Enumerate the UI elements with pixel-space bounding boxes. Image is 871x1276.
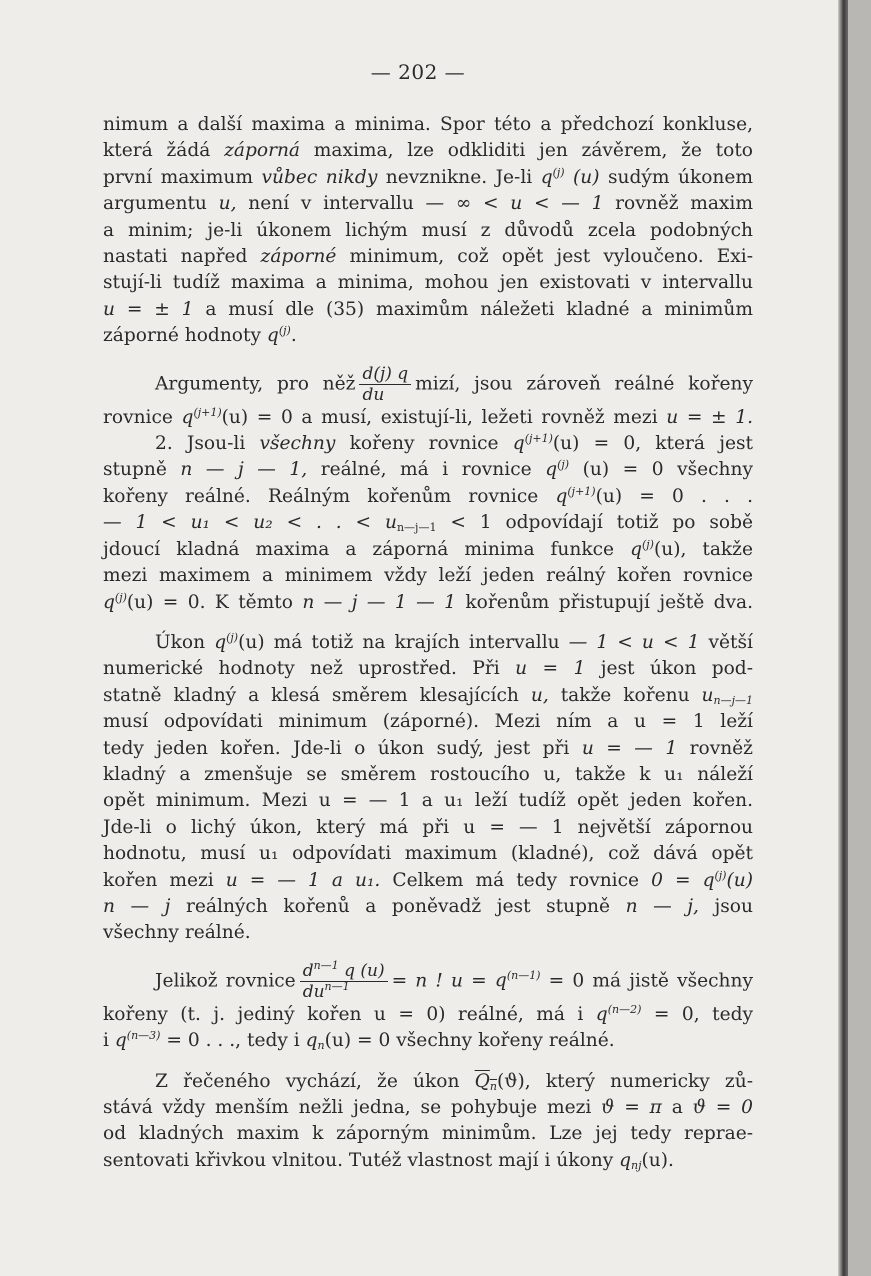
paragraph-6 [103, 1069, 753, 1175]
text-line: stupně n — j — 1, reálné, má i rovnice $q^{(j)}$ (u) = 0 všechny [103, 458, 753, 481]
text-line: stují-li tudíž maxima a minima, mohou jen existovati v intervallu [103, 272, 753, 294]
page-gutter [848, 0, 871, 1276]
page-number: — 202 — [370, 60, 466, 84]
text-line: kořen mezi u = — 1 a u₁. Celkem má tedy rovnice $0 = q^{(j)}(u)$ [103, 868, 753, 891]
text-line: Argumenty, pro něž $\frac{d(j) q}{du}$ mizí, jsou zároveň reálné kořeny [155, 363, 753, 405]
text-line: hodnotu, musí u₁ odpovídati maximum (kladné), což dává opět [103, 843, 753, 865]
text-line: stává vždy menším nežli jedna, se pohybuje mezi ϑ = π a ϑ = 0 [103, 1097, 753, 1118]
text-line: 2. Jsou-li všechny kořeny rovnice $q^{(j+1)}(u) = 0$, která jest [155, 432, 753, 455]
text-line: první maximum vůbec nikdy nevznikne. Je-li $q^{(j)}$ (u) sudým úkonem [103, 165, 754, 188]
paragraph-3 [103, 431, 753, 616]
text-line: $q^{(j)}(u) = 0$. K těmto n — j — 1 — 1 kořenům přistupují ještě dva. [103, 590, 753, 613]
fraction: $\frac{d^{n—1} q (u)}{du^{n—1}}$ [300, 961, 388, 1002]
text-line: jdoucí kladná maxima a záporná minima funkce $q^{(j)}(u)$, takže [103, 537, 753, 560]
text-line: nimum a další maxima a minima. Spor této a předchozí konkluse, [103, 114, 753, 135]
page-gutter-shadow [838, 0, 848, 1276]
text-line: mezi maximem a minimem vždy leží jeden reálný kořen rovnice [103, 565, 753, 587]
text-line: Úkon $q^{(j)}(u)$ má totiž na krajích intervallu — 1 < u < 1 větší [155, 630, 754, 653]
text-line: Z řečeného vychází, že úkon $Q_n(ϑ)$, který numericky zů- [155, 1070, 753, 1093]
text-line: Jde-li o lichý úkon, který má při u = — 1 největší zápornou [103, 816, 753, 838]
text-line: nastati napřed záporné minimum, což opět jest vyloučeno. Exi- [103, 246, 753, 268]
text-line: kořeny reálné. Reálným kořenům rovnice $q^{(j+1)}(u) = 0$ . . . [103, 484, 754, 507]
text-line: n — j reálných kořenů a poněvadž jest stupně n — j, jsou [103, 895, 753, 917]
paragraph-5 [103, 958, 753, 1055]
text-line: a minim; je-li úkonem lichým musí z důvodů zcela podobných [103, 219, 753, 241]
text-line: rovnice $q^{(j+1)}(u) = 0$ a musí, existují-li, ležeti rovněž mezi u = ± 1. [103, 405, 753, 428]
text-line: numerické hodnoty než uprostřed. Při u = 1 jest úkon pod- [103, 658, 753, 680]
text-line: i $q^{(n—3)} = 0$ . . ., tedy i $q_n(u) = 0$ všechny kořeny reálné. [103, 1029, 615, 1053]
text-line: tedy jeden kořen. Jde-li o úkon sudý, jest při u = — 1 rovněž [103, 737, 753, 759]
text-line: musí odpovídati minimum (záporné). Mezi ním a u = 1 leží [103, 711, 753, 733]
paragraph-2 [103, 364, 753, 431]
fraction: $\frac{d(j) q}{du}$ [359, 364, 411, 405]
text-line: Jelikož rovnice $\frac{d^{n—1} q (u)}{du^{n—1}}$ = n ! $u = q^{(n—1)} = 0$ má jistě všechny [155, 958, 753, 1002]
text-line: u = ± 1 a musí dle (35) maximům náležeti kladné a minimům [103, 298, 753, 320]
text-line: opět minimum. Mezi u = — 1 a u₁ leží tudíž opět jeden kořen. [103, 790, 753, 812]
text-line: od kladných maxim k záporným minimům. Lze jej tedy reprae- [103, 1123, 753, 1145]
text-line: — 1 < u₁ < u₂ < . . < $u_{n—j—1} < 1$ odpovídají totiž po sobě [103, 512, 753, 535]
paragraph-1 [103, 112, 753, 350]
text-line: argumentu u, není v intervallu — ∞ < u < — 1 rovněž maxim [103, 193, 753, 215]
text-line: sentovati křivkou vlnitou. Tutéž vlastnost mají i úkony $q_{nj}(u)$. [103, 1149, 674, 1172]
page-body [103, 112, 753, 1174]
text-line: všechny reálné. [103, 922, 251, 944]
paragraph-4 [103, 630, 753, 947]
text-line: kladný a zmenšuje se směrem rostoucího u, takže k u₁ náleží [103, 763, 753, 785]
text-line: kořeny (t. j. jediný kořen u = 0) reálné, má i $q^{(n—2)} = 0$, tedy [103, 1002, 753, 1025]
text-line: která žádá záporná maxima, lze odkliditi jen závěrem, že toto [103, 140, 753, 162]
text-line: záporné hodnoty $q^{(j)}$. [103, 324, 297, 347]
text-line: statně kladný a klesá směrem klesajících u, takže kořenu $u_{n—j—1}$ [103, 684, 753, 707]
